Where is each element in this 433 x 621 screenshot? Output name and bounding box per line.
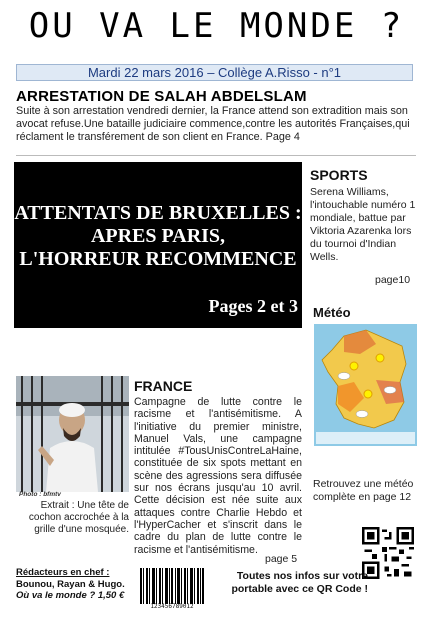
news-photo (16, 376, 129, 492)
barcode-number: 123456789012 (150, 603, 194, 610)
sports-body: Serena Williams, l'intouchable numéro 1 mondiale, battue par Viktoria Azarenka lors du tournoi d'Indian Wells. (310, 186, 416, 263)
feature-pages: Pages 2 et 3 (208, 296, 298, 316)
lead-headline: ARRESTATION DE SALAH ABDELSLAM (16, 88, 307, 105)
feature-line-1: ATTENTATS DE BRUXELLES : (14, 202, 302, 224)
editors-block (16, 567, 126, 605)
masthead-title: OU VA LE MONDE ? (28, 6, 405, 46)
photo-credit: Photo : bfmtv (19, 491, 61, 498)
dateline: Mardi 22 mars 2016 – Collège A.Risso - n°1 (16, 64, 413, 81)
feature-line-2: APRES PARIS, (90, 225, 226, 247)
france-body: Campagne de lutte contre le racisme et l'antisémitisme. A l'initiative du premier ministre, Manuel Vals, une campagne intitulée #TousUnisContreLaHaine, constituée de six spots mettant en scène des agressions sera diffusée sur nos écrans jusqu'au 10 avril. Cette décision est née suite aux attaques contre Charlie Hebdo et l'HyperCacher et s'inscrit dans le cadre du plan de lutte contre le racisme et l'antisémitisme. (134, 396, 302, 556)
divider (16, 155, 416, 156)
sports-page: page10 (375, 274, 411, 286)
weather-map (314, 324, 417, 446)
price: Où va le monde ? 1,50 € (16, 590, 125, 601)
editors-label: Rédacteurs en chef : (16, 567, 110, 578)
feature-headline (14, 202, 302, 271)
qr-promo-text: Toutes nos infos sur votre portable avec ce QR Code ! (231, 570, 368, 595)
feature-box (14, 162, 302, 328)
sports-title: SPORTS (310, 167, 368, 183)
lead-body: Suite à son arrestation vendredi dernier, la France attend son extradition mais son avocat refuse.Une bataille judiciaire commence,contre les autorités Françaises,qui réclament le transférement de son client en France. Page 4 (16, 105, 410, 143)
meteo-title: Météo (313, 305, 351, 320)
feature-line-3: L'HORREUR RECOMMENCE (19, 248, 297, 270)
qr-code (362, 527, 414, 579)
barcode (140, 568, 204, 604)
editors-names: Bounou, Rayan & Hugo. (16, 578, 125, 590)
photo-caption: Extrait : Une tête de cochon accrochée à la grille d'une mosquée. (28, 500, 129, 535)
france-page: page 5 (265, 553, 298, 565)
meteo-body: Retrouvez une météo complète en page 12 (313, 478, 414, 503)
france-title: FRANCE (134, 378, 193, 394)
